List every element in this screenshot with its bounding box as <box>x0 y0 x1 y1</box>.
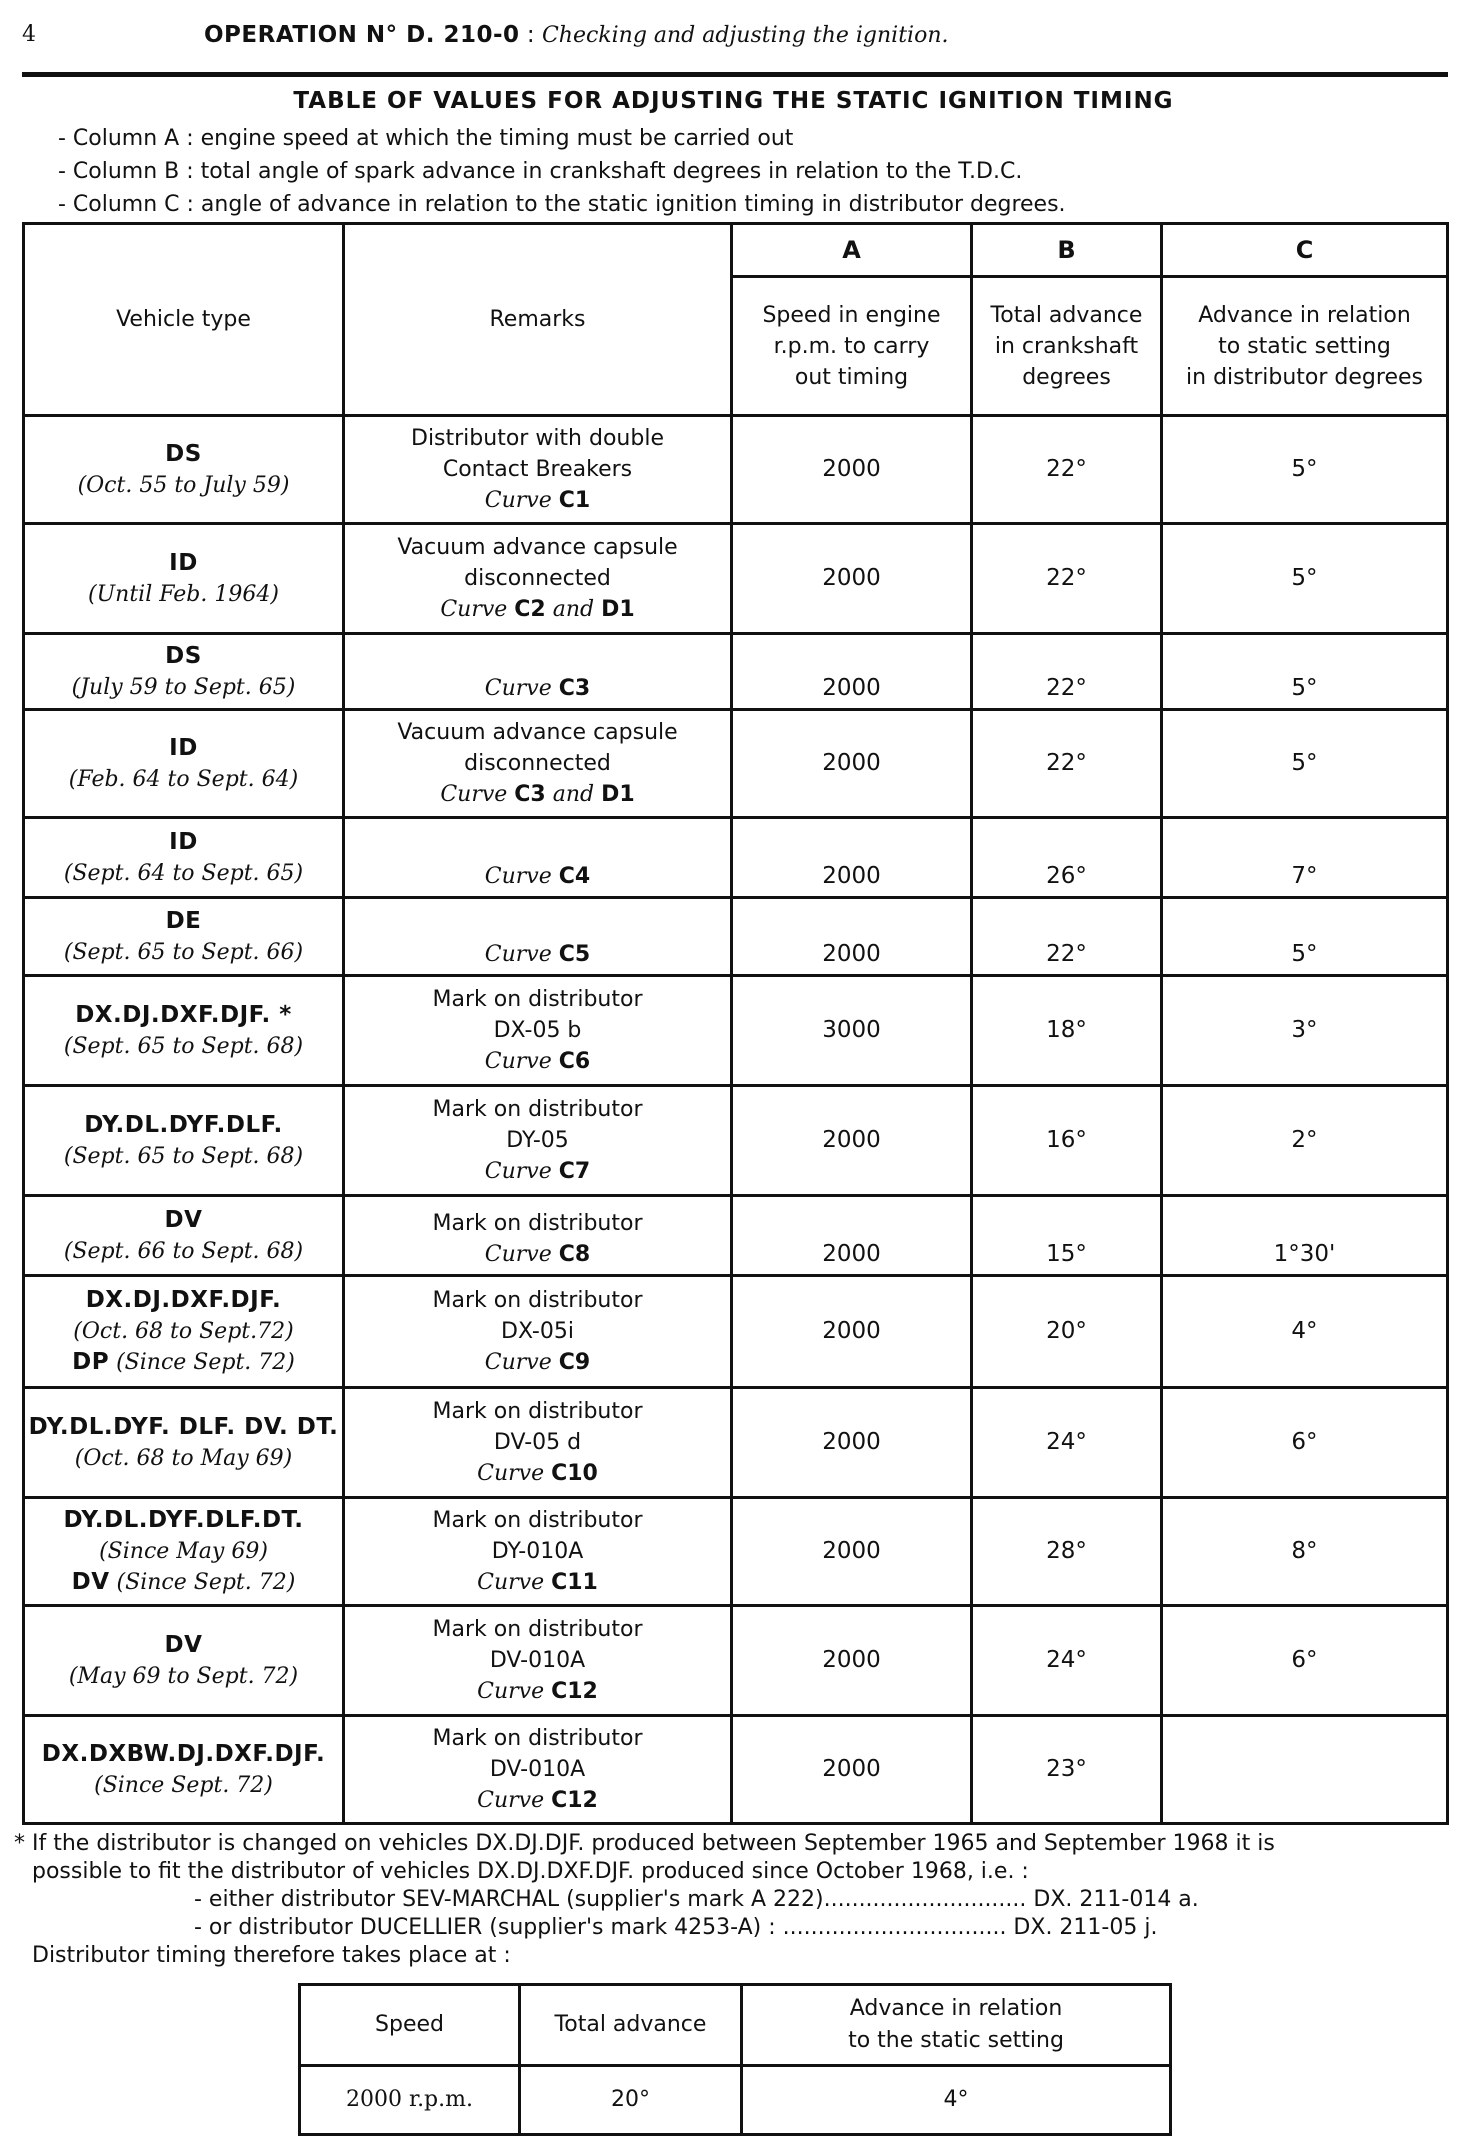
vehicle-type-cell <box>24 1606 344 1716</box>
column-note-b: - Column B : total angle of spark advance in crankshaft degrees in relation to the T.D.C. <box>58 159 1023 184</box>
footnote <box>14 1830 1454 1970</box>
header-total-line: Total advance <box>990 302 1143 328</box>
curve-reference <box>347 1567 728 1598</box>
ignition-timing-table <box>22 222 1449 1825</box>
curve-label: Curve <box>477 1788 545 1813</box>
speed-value: 2000 <box>732 710 972 818</box>
curve-label: Curve <box>477 1570 545 1595</box>
speed-value: 2000 <box>732 1086 972 1196</box>
curve-code: C3 <box>514 782 546 807</box>
vehicle-type-cell <box>24 1716 344 1824</box>
vehicle-model: DX.DJ.DXF.DJF. * <box>75 1001 292 1028</box>
relative-advance-value: 1°30' <box>1162 1196 1448 1276</box>
vehicle-type-cell <box>24 524 344 634</box>
speed-value: 2000 <box>732 1196 972 1276</box>
speed-value: 2000 <box>732 416 972 524</box>
total-advance-value: 22° <box>972 416 1162 524</box>
relative-advance-value: 4° <box>1162 1276 1448 1388</box>
remarks-cell <box>344 524 732 634</box>
vehicle-type-cell <box>24 1276 344 1388</box>
remarks-cell <box>344 710 732 818</box>
column-note-a: - Column A : engine speed at which the timing must be carried out <box>58 126 794 151</box>
curve-code: C12 <box>551 1679 598 1704</box>
curve-conjunction: and <box>552 782 595 807</box>
curve-reference <box>347 779 728 810</box>
vehicle-model: DV <box>71 1569 110 1595</box>
column-letter-b: B <box>972 224 1162 277</box>
table-row <box>24 1606 1448 1716</box>
relative-advance-value: 6° <box>1162 1606 1448 1716</box>
table-title: TABLE OF VALUES FOR ADJUSTING THE STATIC IGNITION TIMING <box>293 88 1174 114</box>
production-period: (Sept. 65 to Sept. 68) <box>63 1143 304 1169</box>
remark-line: DX-05 b <box>493 1018 582 1043</box>
relative-advance-value: 5° <box>1162 710 1448 818</box>
curve-code: C6 <box>558 1049 591 1074</box>
curve-code: D1 <box>601 782 635 807</box>
total-advance-value: 22° <box>972 634 1162 710</box>
remark-line: DV-010A <box>489 1757 586 1782</box>
curve-label: Curve <box>484 676 552 701</box>
vehicle-line <box>27 1567 340 1598</box>
small-header-total: Total advance <box>520 1985 742 2066</box>
header-relative-line: to static setting <box>1218 333 1391 359</box>
curve-label: Curve <box>484 488 552 513</box>
production-period: (Sept. 66 to Sept. 68) <box>63 1238 304 1264</box>
relative-advance-value: 3° <box>1162 976 1448 1086</box>
production-period: (July 59 to Sept. 65) <box>71 674 296 700</box>
column-letter-a: A <box>732 224 972 277</box>
curve-code: C3 <box>558 676 591 701</box>
curve-reference <box>347 861 728 892</box>
footnote-line: - either distributor SEV-MARCHAL (supplier's mark A 222)............................. DX. 211-014 a. <box>194 1887 1199 1912</box>
small-header-advance <box>742 1985 1171 2066</box>
remarks-cell <box>344 1388 732 1498</box>
vehicle-model: DV <box>164 1206 203 1233</box>
vehicle-model: DV <box>164 1631 203 1658</box>
remark-line: Mark on distributor <box>432 987 643 1012</box>
remarks-cell <box>344 1498 732 1606</box>
header-relative-advance <box>1162 277 1448 416</box>
table-row <box>24 1086 1448 1196</box>
vehicle-model: DY.DL.DYF. DLF. DV. DT. <box>28 1413 339 1440</box>
header-remarks: Remarks <box>344 224 732 416</box>
production-period: (Since Sept. 72) <box>94 1772 273 1798</box>
footnote-line: possible to fit the distributor of vehicles DX.DJ.DXF.DJF. produced since October 1968, i.e. : <box>32 1859 1029 1884</box>
total-advance-value: 22° <box>972 898 1162 976</box>
relative-advance-value <box>1162 1716 1448 1824</box>
remark-line: Mark on distributor <box>432 1097 643 1122</box>
header-speed-line: out timing <box>794 364 909 390</box>
curve-label: Curve <box>440 597 508 622</box>
remark-line: DX-05i <box>501 1319 574 1344</box>
table-row <box>24 524 1448 634</box>
total-advance-value: 24° <box>972 1606 1162 1716</box>
curve-code: C7 <box>558 1159 591 1184</box>
vehicle-model: DS <box>165 440 202 467</box>
total-advance-value: 23° <box>972 1716 1162 1824</box>
production-period: (Until Feb. 1964) <box>88 581 279 607</box>
speed-value: 2000 <box>732 1716 972 1824</box>
curve-code: D1 <box>601 597 635 622</box>
remarks-cell <box>344 818 732 898</box>
remark-line: Mark on distributor <box>432 1211 643 1236</box>
column-note-c: - Column C : angle of advance in relation to the static ignition timing in distributor degrees. <box>58 192 1066 217</box>
production-period: (Since Sept. 72) <box>109 1350 295 1375</box>
vehicle-type-cell <box>24 710 344 818</box>
production-period: (Oct. 68 to Sept.72) <box>73 1319 294 1344</box>
remarks-cell <box>344 1086 732 1196</box>
remark-line: DV-010A <box>489 1648 586 1673</box>
header-speed-line: Speed in engine <box>762 302 941 328</box>
remark-line: DY-05 <box>506 1128 569 1153</box>
curve-reference <box>347 1785 728 1816</box>
curve-code: C5 <box>558 942 591 967</box>
curve-code: C1 <box>558 488 591 513</box>
curve-label: Curve <box>484 1159 552 1184</box>
header-vehicle-type: Vehicle type <box>24 224 344 416</box>
relative-advance-value: 2° <box>1162 1086 1448 1196</box>
column-notes <box>58 122 1066 221</box>
curve-reference <box>347 1046 728 1077</box>
vehicle-type-cell <box>24 1196 344 1276</box>
vehicle-type-cell <box>24 1498 344 1606</box>
remark-line: Mark on distributor <box>432 1399 643 1424</box>
vehicle-model: DX.DXBW.DJ.DXF.DJF. <box>41 1740 326 1767</box>
operation-heading <box>204 22 949 48</box>
table-row <box>24 1498 1448 1606</box>
total-advance-value: 22° <box>972 710 1162 818</box>
total-advance-value: 16° <box>972 1086 1162 1196</box>
speed-value: 2000 <box>732 1388 972 1498</box>
production-period: (Since May 69) <box>99 1539 268 1564</box>
speed-value: 2000 <box>732 634 972 710</box>
total-advance-value: 20° <box>972 1276 1162 1388</box>
header-speed <box>732 277 972 416</box>
curve-label: Curve <box>484 1350 552 1375</box>
relative-advance-value: 6° <box>1162 1388 1448 1498</box>
vehicle-type-cell <box>24 1388 344 1498</box>
vehicle-line <box>27 1347 340 1378</box>
small-header-speed: Speed <box>300 1985 520 2066</box>
curve-reference <box>347 673 728 704</box>
curve-code: C9 <box>558 1350 591 1375</box>
header-total-advance <box>972 277 1162 416</box>
remarks-cell <box>344 634 732 710</box>
total-advance-value: 26° <box>972 818 1162 898</box>
curve-label: Curve <box>477 1679 545 1704</box>
header-total-line: in crankshaft <box>994 333 1139 359</box>
speed-value: 3000 <box>732 976 972 1086</box>
remark-line: Contact Breakers <box>442 457 633 482</box>
remark-line: Mark on distributor <box>432 1726 643 1751</box>
small-value-total: 20° <box>520 2066 742 2135</box>
remarks-cell <box>344 1276 732 1388</box>
curve-code: C2 <box>514 597 546 622</box>
remark-line: DV-05 d <box>493 1430 582 1455</box>
remark-line: Mark on distributor <box>432 1288 643 1313</box>
footnote-line: * If the distributor is changed on vehicles DX.DJ.DJF. produced between September 1965 and September 1968 it is <box>14 1831 1275 1856</box>
small-value-advance: 4° <box>742 2066 1171 2135</box>
curve-code: C8 <box>558 1242 591 1267</box>
speed-value: 2000 <box>732 898 972 976</box>
relative-advance-value: 7° <box>1162 818 1448 898</box>
relative-advance-value: 5° <box>1162 634 1448 710</box>
remark-line: disconnected <box>464 566 611 591</box>
vehicle-model: DS <box>165 642 202 669</box>
relative-advance-value: 5° <box>1162 416 1448 524</box>
page-number: 4 <box>22 22 36 47</box>
curve-reference <box>347 939 728 970</box>
header-relative-line: Advance in relation <box>1198 302 1411 328</box>
curve-reference <box>347 594 728 625</box>
total-advance-value: 15° <box>972 1196 1162 1276</box>
vehicle-type-cell <box>24 898 344 976</box>
footnote-line: Distributor timing therefore takes place at : <box>32 1943 511 1968</box>
curve-code: C10 <box>551 1461 598 1486</box>
distributor-timing-table <box>298 1983 1172 2136</box>
curve-code: C12 <box>551 1788 598 1813</box>
remarks-cell <box>344 898 732 976</box>
production-period: (Sept. 64 to Sept. 65) <box>63 860 304 886</box>
production-period: (Oct. 68 to May 69) <box>74 1445 293 1471</box>
curve-conjunction: and <box>552 597 595 622</box>
total-advance-value: 24° <box>972 1388 1162 1498</box>
total-advance-value: 18° <box>972 976 1162 1086</box>
production-period: (Sept. 65 to Sept. 68) <box>63 1033 304 1059</box>
table-row <box>24 634 1448 710</box>
header-total-line: degrees <box>1022 364 1111 390</box>
remark-line: DY-010A <box>491 1539 584 1564</box>
remarks-cell <box>344 1716 732 1824</box>
curve-label: Curve <box>440 782 508 807</box>
vehicle-model: DY.DL.DYF.DLF. <box>84 1111 283 1138</box>
header-rule <box>22 72 1448 77</box>
speed-value: 2000 <box>732 524 972 634</box>
column-letter-c: C <box>1162 224 1448 277</box>
curve-label: Curve <box>484 1242 552 1267</box>
table-row <box>24 710 1448 818</box>
curve-code: C11 <box>551 1570 598 1595</box>
relative-advance-value: 8° <box>1162 1498 1448 1606</box>
table-row <box>24 898 1448 976</box>
curve-reference <box>347 1156 728 1187</box>
relative-advance-value: 5° <box>1162 524 1448 634</box>
total-advance-value: 22° <box>972 524 1162 634</box>
remark-line: Vacuum advance capsule <box>397 720 678 745</box>
table-row <box>24 1276 1448 1388</box>
vehicle-model: DE <box>165 907 202 934</box>
remark-line: Mark on distributor <box>432 1508 643 1533</box>
curve-label: Curve <box>477 1461 545 1486</box>
curve-code: C4 <box>558 864 591 889</box>
curve-reference <box>347 1239 728 1270</box>
vehicle-type-cell <box>24 1086 344 1196</box>
vehicle-type-cell <box>24 416 344 524</box>
header-relative-line: in distributor degrees <box>1186 364 1423 390</box>
remark-line: Distributor with double <box>411 426 664 451</box>
remark-line: Vacuum advance capsule <box>397 535 678 560</box>
table-row <box>24 1388 1448 1498</box>
header-speed-line: r.p.m. to carry <box>773 333 930 359</box>
speed-value: 2000 <box>732 1276 972 1388</box>
operation-code: OPERATION N° D. 210-0 <box>204 22 520 48</box>
vehicle-model: DP <box>72 1349 110 1375</box>
relative-advance-value: 5° <box>1162 898 1448 976</box>
remark-line: Mark on distributor <box>432 1617 643 1642</box>
operation-title: Checking and adjusting the ignition. <box>541 23 949 48</box>
production-period: (Sept. 65 to Sept. 66) <box>63 939 304 965</box>
speed-value: 2000 <box>732 1606 972 1716</box>
production-period: (Feb. 64 to Sept. 64) <box>68 766 299 792</box>
curve-reference <box>347 1458 728 1489</box>
small-value-speed: 2000 r.p.m. <box>300 2066 520 2135</box>
production-period: (Since Sept. 72) <box>109 1570 296 1595</box>
production-period: (Oct. 55 to July 59) <box>77 472 290 498</box>
remarks-cell <box>344 976 732 1086</box>
page-header <box>18 18 1450 58</box>
vehicle-type-cell <box>24 976 344 1086</box>
remarks-cell <box>344 1196 732 1276</box>
remarks-cell <box>344 416 732 524</box>
vehicle-model: DY.DL.DYF.DLF.DT. <box>63 1507 304 1533</box>
table-row <box>24 1716 1448 1824</box>
remark-line: disconnected <box>464 751 611 776</box>
total-advance-value: 28° <box>972 1498 1162 1606</box>
speed-value: 2000 <box>732 1498 972 1606</box>
vehicle-model: ID <box>169 828 198 855</box>
speed-value: 2000 <box>732 818 972 898</box>
small-header-advance-line: Advance in relation <box>849 1996 1063 2021</box>
curve-label: Curve <box>484 942 552 967</box>
small-header-advance-line: to the static setting <box>848 2028 1064 2053</box>
curve-reference <box>347 485 728 516</box>
heading-separator: : <box>519 22 542 48</box>
footnote-line: - or distributor DUCELLIER (supplier's mark 4253-A) : ................................ DX. 211-05 j. <box>194 1915 1158 1940</box>
table-row <box>24 416 1448 524</box>
table-row <box>24 818 1448 898</box>
vehicle-model: ID <box>169 734 198 761</box>
vehicle-model: ID <box>169 549 198 576</box>
vehicle-type-cell <box>24 634 344 710</box>
vehicle-type-cell <box>24 818 344 898</box>
curve-label: Curve <box>484 864 552 889</box>
production-period: (May 69 to Sept. 72) <box>68 1663 299 1689</box>
table-row <box>24 976 1448 1086</box>
curve-label: Curve <box>484 1049 552 1074</box>
ignition-table-body <box>24 416 1448 1824</box>
curve-reference <box>347 1347 728 1378</box>
remarks-cell <box>344 1606 732 1716</box>
curve-reference <box>347 1676 728 1707</box>
table-row <box>24 1196 1448 1276</box>
vehicle-model: DX.DJ.DXF.DJF. <box>85 1287 282 1313</box>
